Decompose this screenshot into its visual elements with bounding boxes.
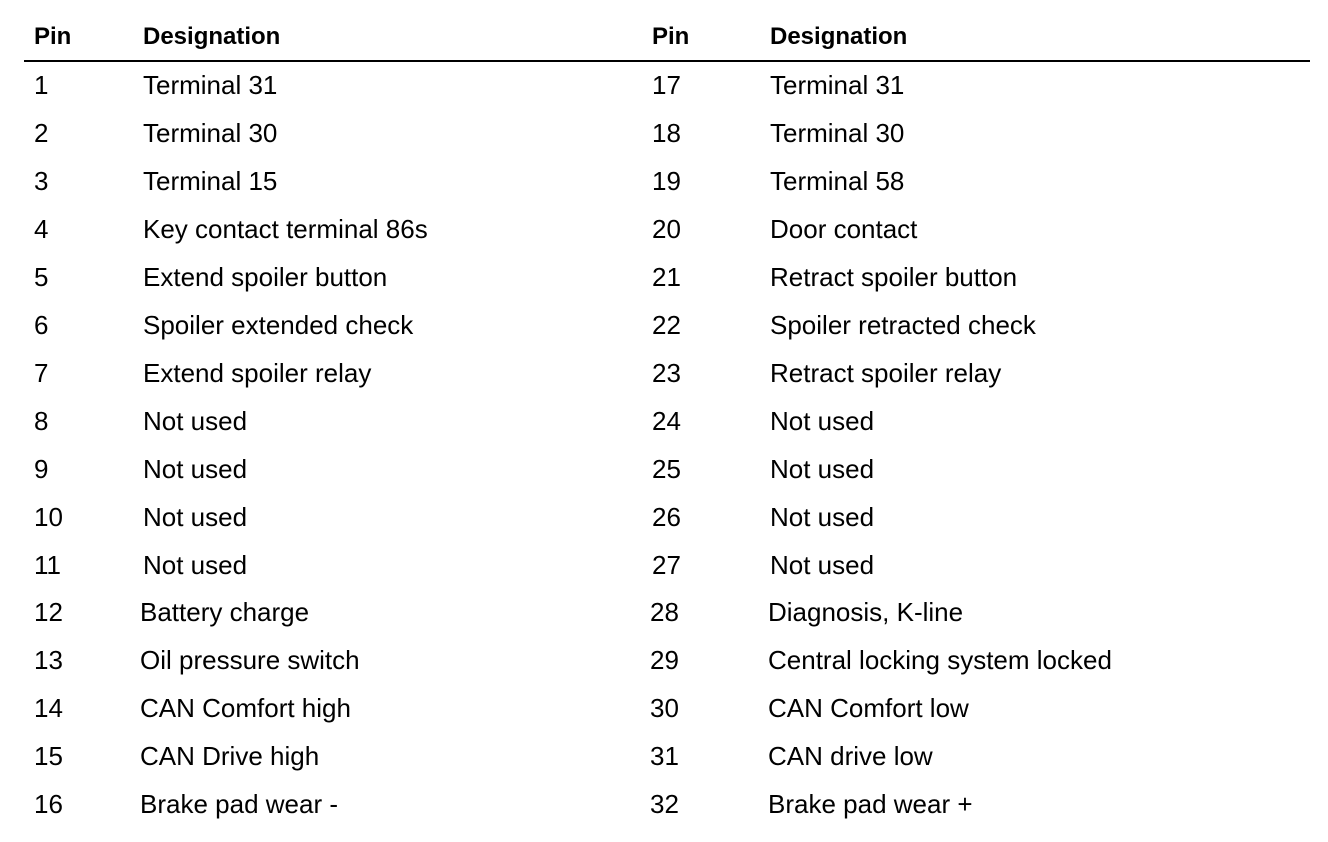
pin-number-left: 6 xyxy=(34,310,49,340)
pin-number-right: 19 xyxy=(652,166,681,196)
designation-right: Diagnosis, K-line xyxy=(768,597,964,627)
pin-number-left: 13 xyxy=(34,645,63,675)
designation-right: Central locking system locked xyxy=(768,645,1112,675)
pin-number-left: 8 xyxy=(34,406,49,436)
pin-number-right: 28 xyxy=(650,597,679,627)
designation-right: Not used xyxy=(770,502,875,532)
pin-number-left: 7 xyxy=(34,358,49,388)
designation-right: Not used xyxy=(770,550,875,580)
designation-left: Not used xyxy=(143,550,248,580)
designation-right: Spoiler retracted check xyxy=(770,310,1036,340)
header-pin-left: Pin xyxy=(34,23,72,50)
pin-number-left: 4 xyxy=(34,214,49,244)
pin-number-left: 16 xyxy=(34,789,63,819)
designation-left: Not used xyxy=(143,454,248,484)
pin-number-right: 31 xyxy=(650,741,679,771)
designation-right: CAN Comfort low xyxy=(768,693,969,723)
pin-number-right: 18 xyxy=(652,118,681,148)
designation-right: Retract spoiler button xyxy=(770,262,1018,292)
pin-number-left: 11 xyxy=(34,550,61,580)
designation-left: Key contact terminal 86s xyxy=(143,214,428,244)
designation-left: Terminal 30 xyxy=(143,118,278,148)
designation-left: Extend spoiler button xyxy=(143,262,388,292)
table-header-row xyxy=(0,18,1328,58)
header-divider xyxy=(24,60,1310,62)
pin-number-right: 23 xyxy=(652,358,681,388)
designation-left: CAN Comfort high xyxy=(140,693,351,723)
designation-left: Not used xyxy=(143,406,248,436)
designation-right: Terminal 30 xyxy=(770,118,905,148)
pin-number-left: 9 xyxy=(34,454,49,484)
designation-left: Battery charge xyxy=(140,597,310,627)
designation-right: Not used xyxy=(770,406,875,436)
designation-right: Retract spoiler relay xyxy=(770,358,1002,388)
designation-left: Extend spoiler relay xyxy=(143,358,372,388)
pin-number-right: 17 xyxy=(652,70,681,100)
pin-number-right: 20 xyxy=(652,214,681,244)
designation-left: Not used xyxy=(143,502,248,532)
pin-number-right: 24 xyxy=(652,406,681,436)
designation-right: Brake pad wear + xyxy=(768,789,973,819)
designation-right: Door contact xyxy=(770,214,918,244)
designation-right: Terminal 31 xyxy=(770,70,905,100)
pin-number-left: 12 xyxy=(34,597,63,627)
designation-right: Not used xyxy=(770,454,875,484)
pin-number-left: 5 xyxy=(34,262,49,292)
pin-number-right: 22 xyxy=(652,310,681,340)
pin-number-right: 30 xyxy=(650,693,679,723)
designation-left: Oil pressure switch xyxy=(140,645,360,675)
pin-number-left: 1 xyxy=(34,70,49,100)
pin-number-left: 14 xyxy=(34,693,63,723)
pin-number-right: 32 xyxy=(650,789,679,819)
header-designation-left: Designation xyxy=(143,23,281,50)
pin-number-left: 3 xyxy=(34,166,49,196)
pin-number-right: 26 xyxy=(652,502,681,532)
designation-left: Spoiler extended check xyxy=(143,310,414,340)
pin-number-left: 2 xyxy=(34,118,49,148)
pin-number-right: 25 xyxy=(652,454,681,484)
designation-left: Brake pad wear - xyxy=(140,789,338,819)
designation-left: Terminal 31 xyxy=(143,70,278,100)
pin-number-left: 15 xyxy=(34,741,63,771)
designation-right: CAN drive low xyxy=(768,741,933,771)
pin-number-right: 27 xyxy=(652,550,681,580)
designation-left: Terminal 15 xyxy=(143,166,278,196)
designation-left: CAN Drive high xyxy=(140,741,320,771)
header-pin-right: Pin xyxy=(652,23,690,50)
pin-number-left: 10 xyxy=(34,502,63,532)
pin-number-right: 21 xyxy=(652,262,681,292)
pin-number-right: 29 xyxy=(650,645,679,675)
designation-right: Terminal 58 xyxy=(770,166,905,196)
header-designation-right: Designation xyxy=(770,23,908,50)
